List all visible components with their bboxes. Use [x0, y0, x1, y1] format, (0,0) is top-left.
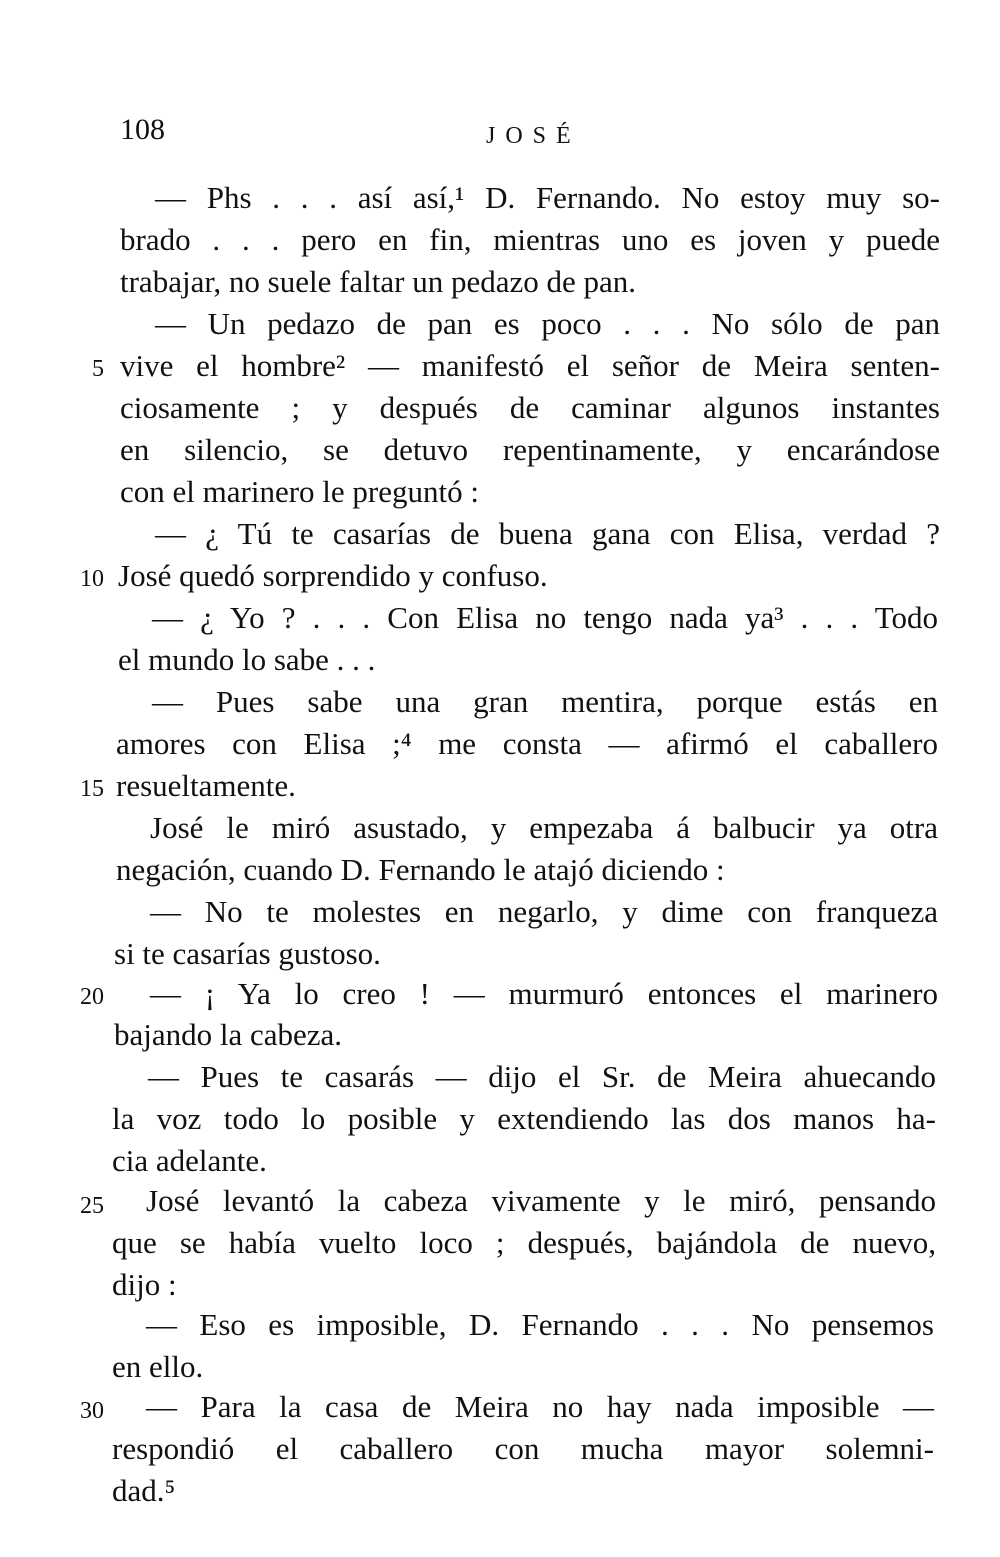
- text-line: José le miró asustado, y empezaba á balbucir ya otra: [150, 810, 938, 845]
- line-number: 15: [80, 776, 104, 802]
- text-line: — Para la casa de Meira no hay nada imposible —: [146, 1389, 934, 1424]
- text-line: vive el hombre² — manifestó el señor de Meira senten-: [120, 348, 940, 383]
- text-line: que se había vuelto loco ; después, bajándola de nuevo,: [112, 1225, 936, 1260]
- text-line: con el marinero le preguntó :: [120, 474, 479, 509]
- line-number: 20: [80, 984, 104, 1010]
- text-line: dijo :: [112, 1267, 177, 1302]
- page-number: 108: [120, 113, 165, 146]
- text-line: — ¿ Yo ? . . . Con Elisa no tengo nada ya³ . . . Todo: [152, 600, 938, 635]
- text-line: el mundo lo sabe . . .: [118, 642, 376, 677]
- text-line: — ¡ Ya lo creo ! — murmuró entonces el marinero: [150, 976, 938, 1011]
- text-line: — Pues sabe una gran mentira, porque estás en: [152, 684, 938, 719]
- text-line: resueltamente.: [116, 768, 296, 803]
- line-number: 30: [80, 1398, 104, 1424]
- text-line: en silencio, se detuvo repentinamente, y encarándose: [120, 432, 940, 467]
- text-line: amores con Elisa ;⁴ me consta — afirmó el caballero: [116, 726, 938, 761]
- running-head-title: JOSÉ: [486, 123, 581, 149]
- text-line: José levantó la cabeza vivamente y le miró, pensando: [146, 1183, 936, 1218]
- line-number: 5: [92, 356, 104, 382]
- text-line: negación, cuando D. Fernando le atajó diciendo :: [116, 852, 725, 887]
- line-number: 10: [80, 566, 104, 592]
- text-line: — Phs . . . así así,¹ D. Fernando. No estoy muy so-: [155, 180, 940, 215]
- text-line: trabajar, no suele faltar un pedazo de pan.: [120, 264, 637, 299]
- text-line: — Un pedazo de pan es poco . . . No sólo de pan: [155, 306, 940, 341]
- text-line: — ¿ Tú te casarías de buena gana con Elisa, verdad ?: [155, 516, 940, 551]
- text-line: ciosamente ; y después de caminar algunos instantes: [120, 390, 940, 425]
- text-line: cia adelante.: [112, 1143, 267, 1178]
- line-number: 25: [80, 1193, 104, 1219]
- text-line: respondió el caballero con mucha mayor solemni-: [112, 1431, 934, 1466]
- text-line: si te casarías gustoso.: [114, 936, 381, 971]
- text-line: José quedó sorprendido y confuso.: [118, 558, 548, 593]
- text-line: la voz todo lo posible y extendiendo las dos manos ha-: [112, 1101, 936, 1136]
- text-line: bajando la cabeza.: [114, 1017, 343, 1052]
- text-line: en ello.: [112, 1349, 204, 1384]
- text-line: dad.⁵: [112, 1473, 176, 1508]
- text-line: — No te molestes en negarlo, y dime con franqueza: [150, 894, 938, 929]
- text-line: — Pues te casarás — dijo el Sr. de Meira ahuecando: [148, 1059, 936, 1094]
- text-line: brado . . . pero en fin, mientras uno es joven y puede: [120, 222, 940, 257]
- text-line: — Eso es imposible, D. Fernando . . . No pensemos: [146, 1307, 934, 1342]
